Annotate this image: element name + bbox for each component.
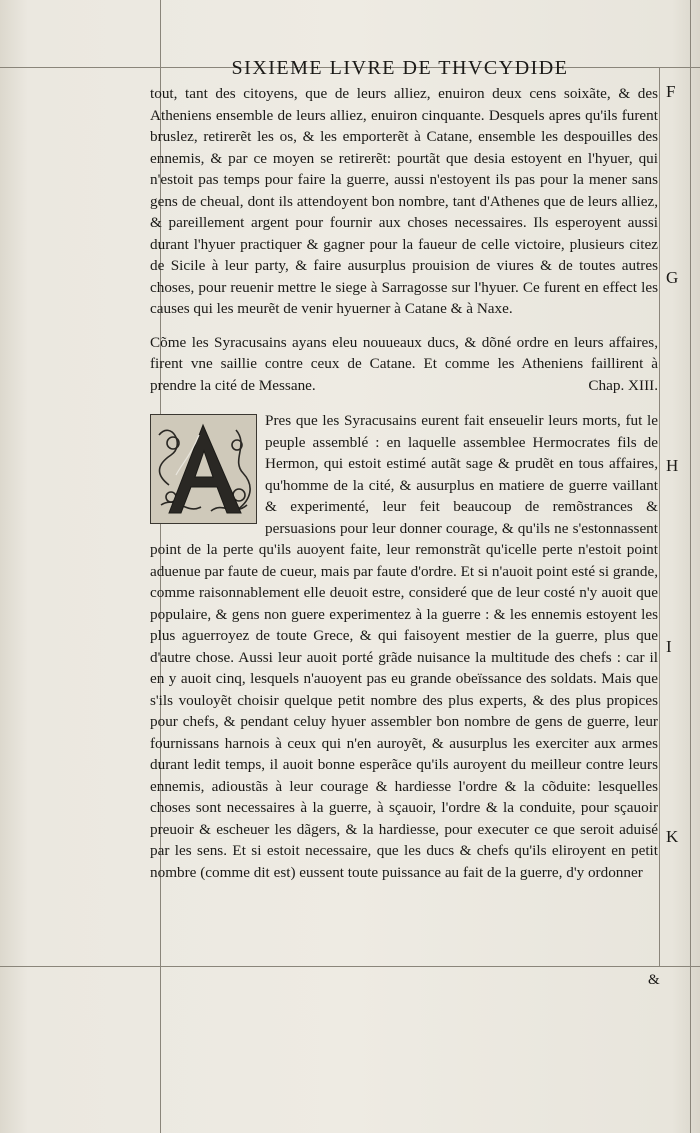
chapter-heading-text: Cõme les Syracusains ayans eleu nouueaux ducs, & dõné ordre en leurs affaires, firent vne saillie contre ceux de Catane. Et comme les Atheniens faillirent à prendre la cité de Messane.	[150, 333, 658, 394]
right-edge-rule	[690, 0, 691, 1133]
margin-letter-i: I	[666, 637, 672, 656]
decorated-initial-a	[150, 414, 257, 524]
paragraph-2	[150, 410, 658, 883]
right-text-rule	[659, 67, 660, 966]
paragraph-2-text: Pres que les Syracusains eurent fait enseuelir leurs morts, fut le peuple assemblé : en laquelle assemblee Hermocrates fils de Hermon, qui estoit estimé autãt sage & prudẽt en tous affaires, qu'homme de la cité, & ausurplus en matiere de guerre vaillant & experimenté, leur feit beaucoup de remõstrances & persuasions pour leur donner courage, & qu'ils ne s'estonnassent point de la perte qu'ils auoyent faite, leur remonstrãt qu'icelle perte n'estoit point aduenue par faute de cueur, mais par faute d'ordre. Et si n'auoit point esté si grande, comme raisonnablement elle deuoit estre, consideré que de leur costé n'y auoit que populaire, & gens non guere experimentez à la guerre : & les ennemis estoyent les plus aguerroyez de toute Grece, & qui faisoyent mestier de la guerre, plus que d'autre chose. Aussi leur auoit porté grãde nuisance la multitude des chefs : car il en y auoit cinq, lesquels n'auoyent pas eu grande obeïssance des soldats. Mais que s'ils vouloyẽt choisir quelque petit nombre des plus experts, & des plus propices pour chefs, & pendant celuy hyuer assembler bon nombre de gens de guerre, leur fournissans harnois à ceux qui n'en auroyẽt, & ausurplus les exerciter aux armes durant ledit temps, il auoit bonne esperãce qu'ils auroyent du meilleur contre leurs ennemis, adioustãs à leur courage & hardiesse l'ordre & la cõduite: lesquelles choses sont necessaires à la guerre, à sçauoir, l'ordre & la conduite, pour sçauoir preuoir & escheuer les dãgers, & la hardiesse, pour executer ce que seroit aduisé par les sens. Et si estoit necessaire, que les ducs & chefs qu'ils eliroyent en petit nombre (comme dit est) eussent toute puissance au fait de la guerre, d'y ordonner	[150, 412, 658, 881]
bottom-rule	[0, 966, 700, 967]
main-text	[150, 83, 658, 883]
paragraph-1: tout, tant des citoyens, que de leurs alliez, enuiron deux cens soixãte, & des Atheniens ensemble de leurs alliez, enuiron cinquante. Desquels apres qu'ils furent bruslez, retirerẽt les os, & les emporterẽt à Catane, ensemble les despouilles des ennemis, & par ce moyen se retirerẽt: pourtãt que desia estoyent en l'hyuer, qui n'estoit pas temps pour faire la guerre, aussi n'estoyent ils pas pour la mener sans gens de cheual, dont ils attendoyent bon nombre, tant d'Athenes que de leurs alliez, & pareillement argent pour fournir aux choses necessaires. Ils esperoyent aussi durant l'hyuer practiquer & gagner pour la faueur de celle victoire, plusieurs citez de Sicile à leur party, & faire ausurplus prouision de viures & de toutes autres choses, pour reuenir mettre le siege à Sarragosse sur l'hyuer. Ce furent en effect les causes qui les meurẽt de venir hyuerner à Catane & à Naxe.	[150, 85, 658, 317]
margin-letter-f: F	[666, 82, 676, 101]
running-head: SIXIEME LIVRE DE THVCYDIDE	[231, 57, 569, 79]
chapter-heading	[150, 332, 658, 397]
chapter-number: Chap. XIII.	[588, 376, 658, 394]
catchword: &	[648, 972, 660, 988]
margin-letter-g: G	[666, 268, 679, 287]
margin-letter-h: H	[666, 456, 679, 475]
margin-letter-k: K	[666, 827, 679, 846]
ornament-initial-icon	[151, 415, 256, 523]
